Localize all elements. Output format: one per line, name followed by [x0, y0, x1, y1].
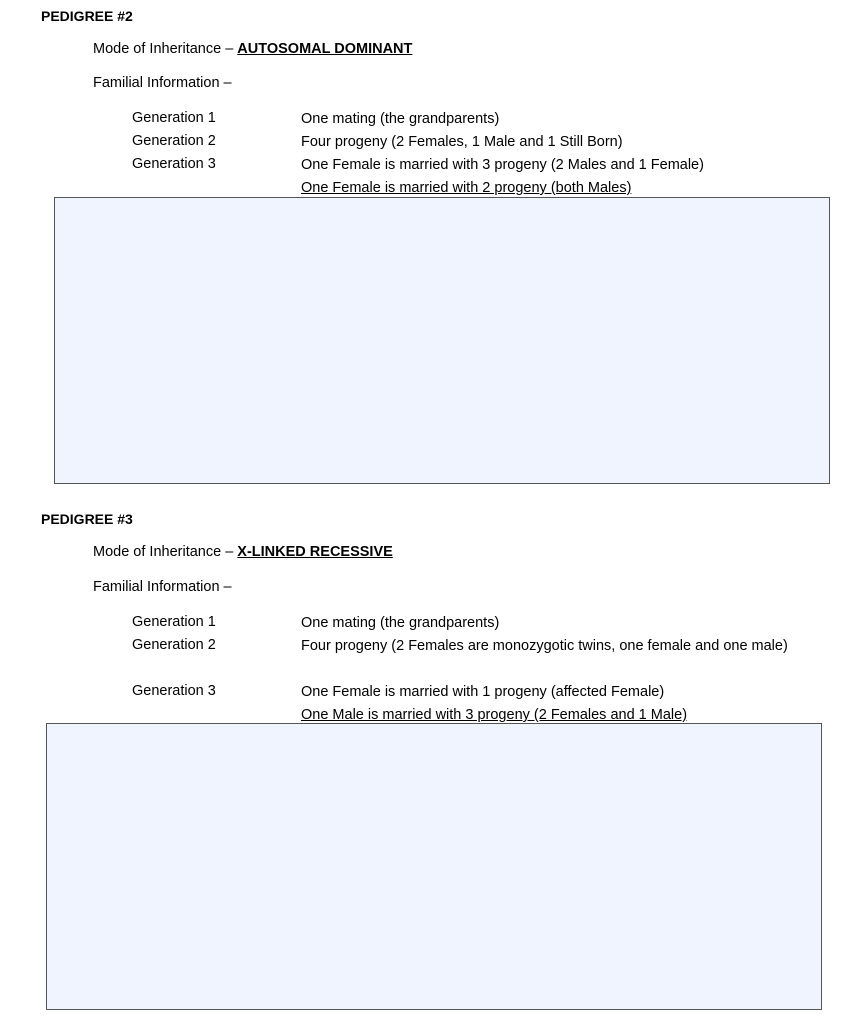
generation-label: Generation 2 [132, 637, 216, 653]
generation-label: Generation 1 [132, 110, 216, 126]
generation-desc: One Female is married with 3 progeny (2 Males and 1 Female) [301, 157, 704, 173]
mode-value: X-LINKED RECESSIVE [237, 544, 393, 560]
generation-desc: One mating (the grandparents) [301, 615, 500, 631]
generation-extra-desc: One Female is married with 2 progeny (both Males) [301, 180, 632, 196]
mode-label: Mode of Inheritance – [93, 544, 238, 560]
generation-label: Generation 1 [132, 614, 216, 630]
generation-label: Generation 2 [132, 133, 216, 149]
generation-label: Generation 3 [132, 683, 216, 699]
generation-desc: One Female is married with 1 progeny (affected Female) [301, 684, 665, 700]
pedigree-3-drawing-area[interactable] [46, 723, 822, 1010]
generation-extra-desc: One Male is married with 3 progeny (2 Females and 1 Male) [301, 707, 688, 723]
pedigree-3-title: PEDIGREE #3 [41, 511, 133, 527]
generation-desc: Four progeny (2 Females, 1 Male and 1 Still Born) [301, 134, 623, 150]
pedigree-2-familial-label: Familial Information – [93, 75, 232, 91]
mode-value: AUTOSOMAL DOMINANT [237, 41, 413, 57]
generation-desc: One mating (the grandparents) [301, 111, 500, 127]
generation-label: Generation 3 [132, 156, 216, 172]
pedigree-3-mode [93, 544, 393, 560]
generation-desc: Four progeny (2 Females are monozygotic twins, one female and one male) [301, 638, 788, 654]
pedigree-2-title: PEDIGREE #2 [41, 8, 133, 24]
pedigree-2-drawing-area[interactable] [54, 197, 830, 484]
pedigree-3-familial-label: Familial Information – [93, 579, 232, 595]
pedigree-2-mode [93, 41, 412, 57]
mode-label: Mode of Inheritance – [93, 41, 238, 57]
